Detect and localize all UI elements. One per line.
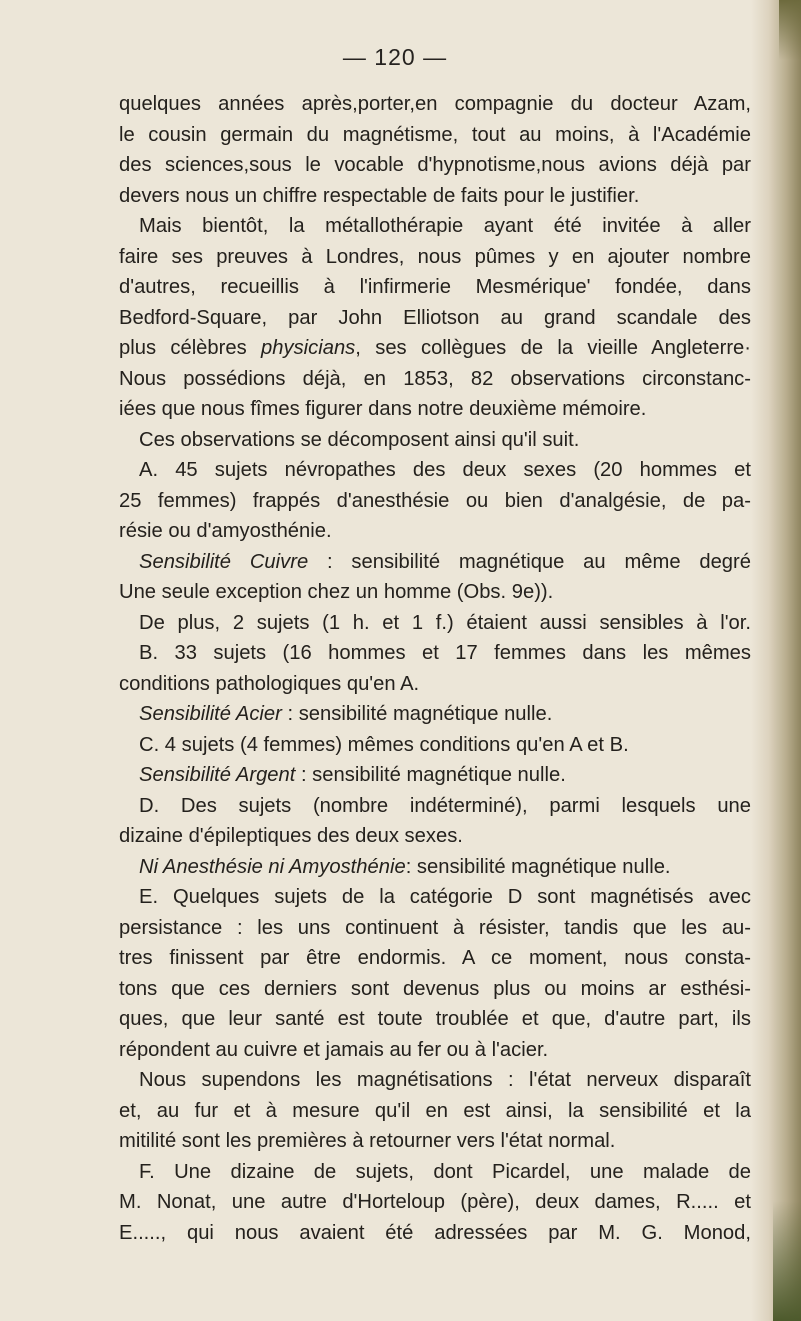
text-line: persistance : les uns continuent à résister, tandis que les au- <box>119 916 751 939</box>
page-edge-shadow <box>751 0 801 1321</box>
italic-term: Sensibilité Acier <box>139 703 282 725</box>
text-run: plus célèbres <box>119 337 262 359</box>
text-line: mitilité sont les premières à retourner vers l'état normal. <box>119 1130 616 1152</box>
text-run: , ses collègues de la vieille Angleterre· <box>355 337 752 359</box>
text-line: le cousin germain du magnétisme, tout au moins, à l'Académie <box>119 123 751 146</box>
text-line: ques, que leur santé est toute troublée et que, d'autre part, ils <box>119 1008 751 1030</box>
text-line: M. Nonat, une autre d'Horteloup (père), deux dames, R..... et <box>119 1191 751 1213</box>
text-run: : sensibilité magnétique nulle. <box>281 703 553 725</box>
text-line <box>119 852 751 883</box>
text-line: De plus, 2 sujets (1 h. et 1 f.) étaient aussi sensibles à l'or. <box>139 611 751 634</box>
italic-term: Sensibilité Argent <box>139 764 296 786</box>
text-line: tres finissent par être endormis. A ce moment, nous consta- <box>119 947 751 969</box>
text-line <box>119 547 751 578</box>
text-line <box>119 699 751 730</box>
text-line <box>119 333 751 364</box>
italic-term: Sensibilité Cuivre <box>139 550 309 573</box>
text-line: faire ses preuves à Londres, nous pûmes y en ajouter nombre <box>119 245 751 268</box>
text-line: C. 4 sujets (4 femmes) mêmes conditions qu'en A et B. <box>139 733 629 756</box>
text-line: résie ou d'amyosthénie. <box>119 520 332 542</box>
text-line: Nous possédions déjà, en 1853, 82 observations circonstanc- <box>119 367 751 390</box>
text-line: Bedford-Square, par John Elliotson au grand scandale des <box>119 306 751 329</box>
page-number: — 120 — <box>342 44 448 70</box>
text-line: dizaine d'épileptiques des deux sexes. <box>119 825 463 847</box>
text-line: E. Quelques sujets de la catégorie D sont magnétisés avec <box>139 886 751 908</box>
text-line: d'autres, recueillis à l'infirmerie Mesmérique' fondée, dans <box>119 276 751 298</box>
text-run: : sensibilité magnétique au même degré <box>308 550 751 573</box>
italic-term: physicians <box>261 337 356 359</box>
italic-term: Ni Anesthésie ni Amyosthénie <box>139 855 406 878</box>
text-run: : sensibilité magnétique nulle. <box>295 764 566 786</box>
text-line: F. Une dizaine de sujets, dont Picardel, une malade de <box>139 1160 751 1183</box>
text-line: A. 45 sujets névropathes des deux sexes (20 hommes et <box>139 459 751 481</box>
text-line: quelques années après,porter,en compagnie du docteur Azam, <box>119 93 751 115</box>
text-line: des sciences,sous le vocable d'hypnotisme,nous avions déjà par <box>119 154 751 176</box>
text-line: répondent au cuivre et jamais au fer ou à l'acier. <box>119 1038 549 1061</box>
text-line: devers nous un chiffre respectable de faits pour le justifier. <box>119 184 640 207</box>
text-line: tons que ces derniers sont devenus plus ou moins ar esthési- <box>119 977 751 1000</box>
text-line: iées que nous fîmes figurer dans notre deuxième mémoire. <box>119 398 647 420</box>
text-run: : sensibilité magnétique nulle. <box>405 855 671 878</box>
text-line: Nous supendons les magnétisations : l'état nerveux disparaît <box>139 1069 751 1091</box>
text-line: D. Des sujets (nombre indéterminé), parmi lesquels une <box>139 794 751 817</box>
text-line <box>119 760 751 791</box>
page-stain-bottom <box>773 1201 801 1321</box>
text-line: conditions pathologiques qu'en A. <box>119 672 420 695</box>
text-line: 25 femmes) frappés d'anesthésie ou bien d'analgésie, de pa- <box>119 489 751 512</box>
text-line: Mais bientôt, la métallothérapie ayant été invitée à aller <box>139 215 751 237</box>
text-line: Une seule exception chez un homme (Obs. 9e)). <box>119 581 554 603</box>
text-line: B. 33 sujets (16 hommes et 17 femmes dans les mêmes <box>139 642 751 664</box>
body-text <box>119 89 751 1248</box>
text-line: et, au fur et à mesure qu'il en est ainsi, la sensibilité et la <box>119 1099 751 1122</box>
text-line: E....., qui nous avaient été adressées par M. G. Monod, <box>119 1221 751 1244</box>
text-line: Ces observations se décomposent ainsi qu'il suit. <box>139 428 580 451</box>
